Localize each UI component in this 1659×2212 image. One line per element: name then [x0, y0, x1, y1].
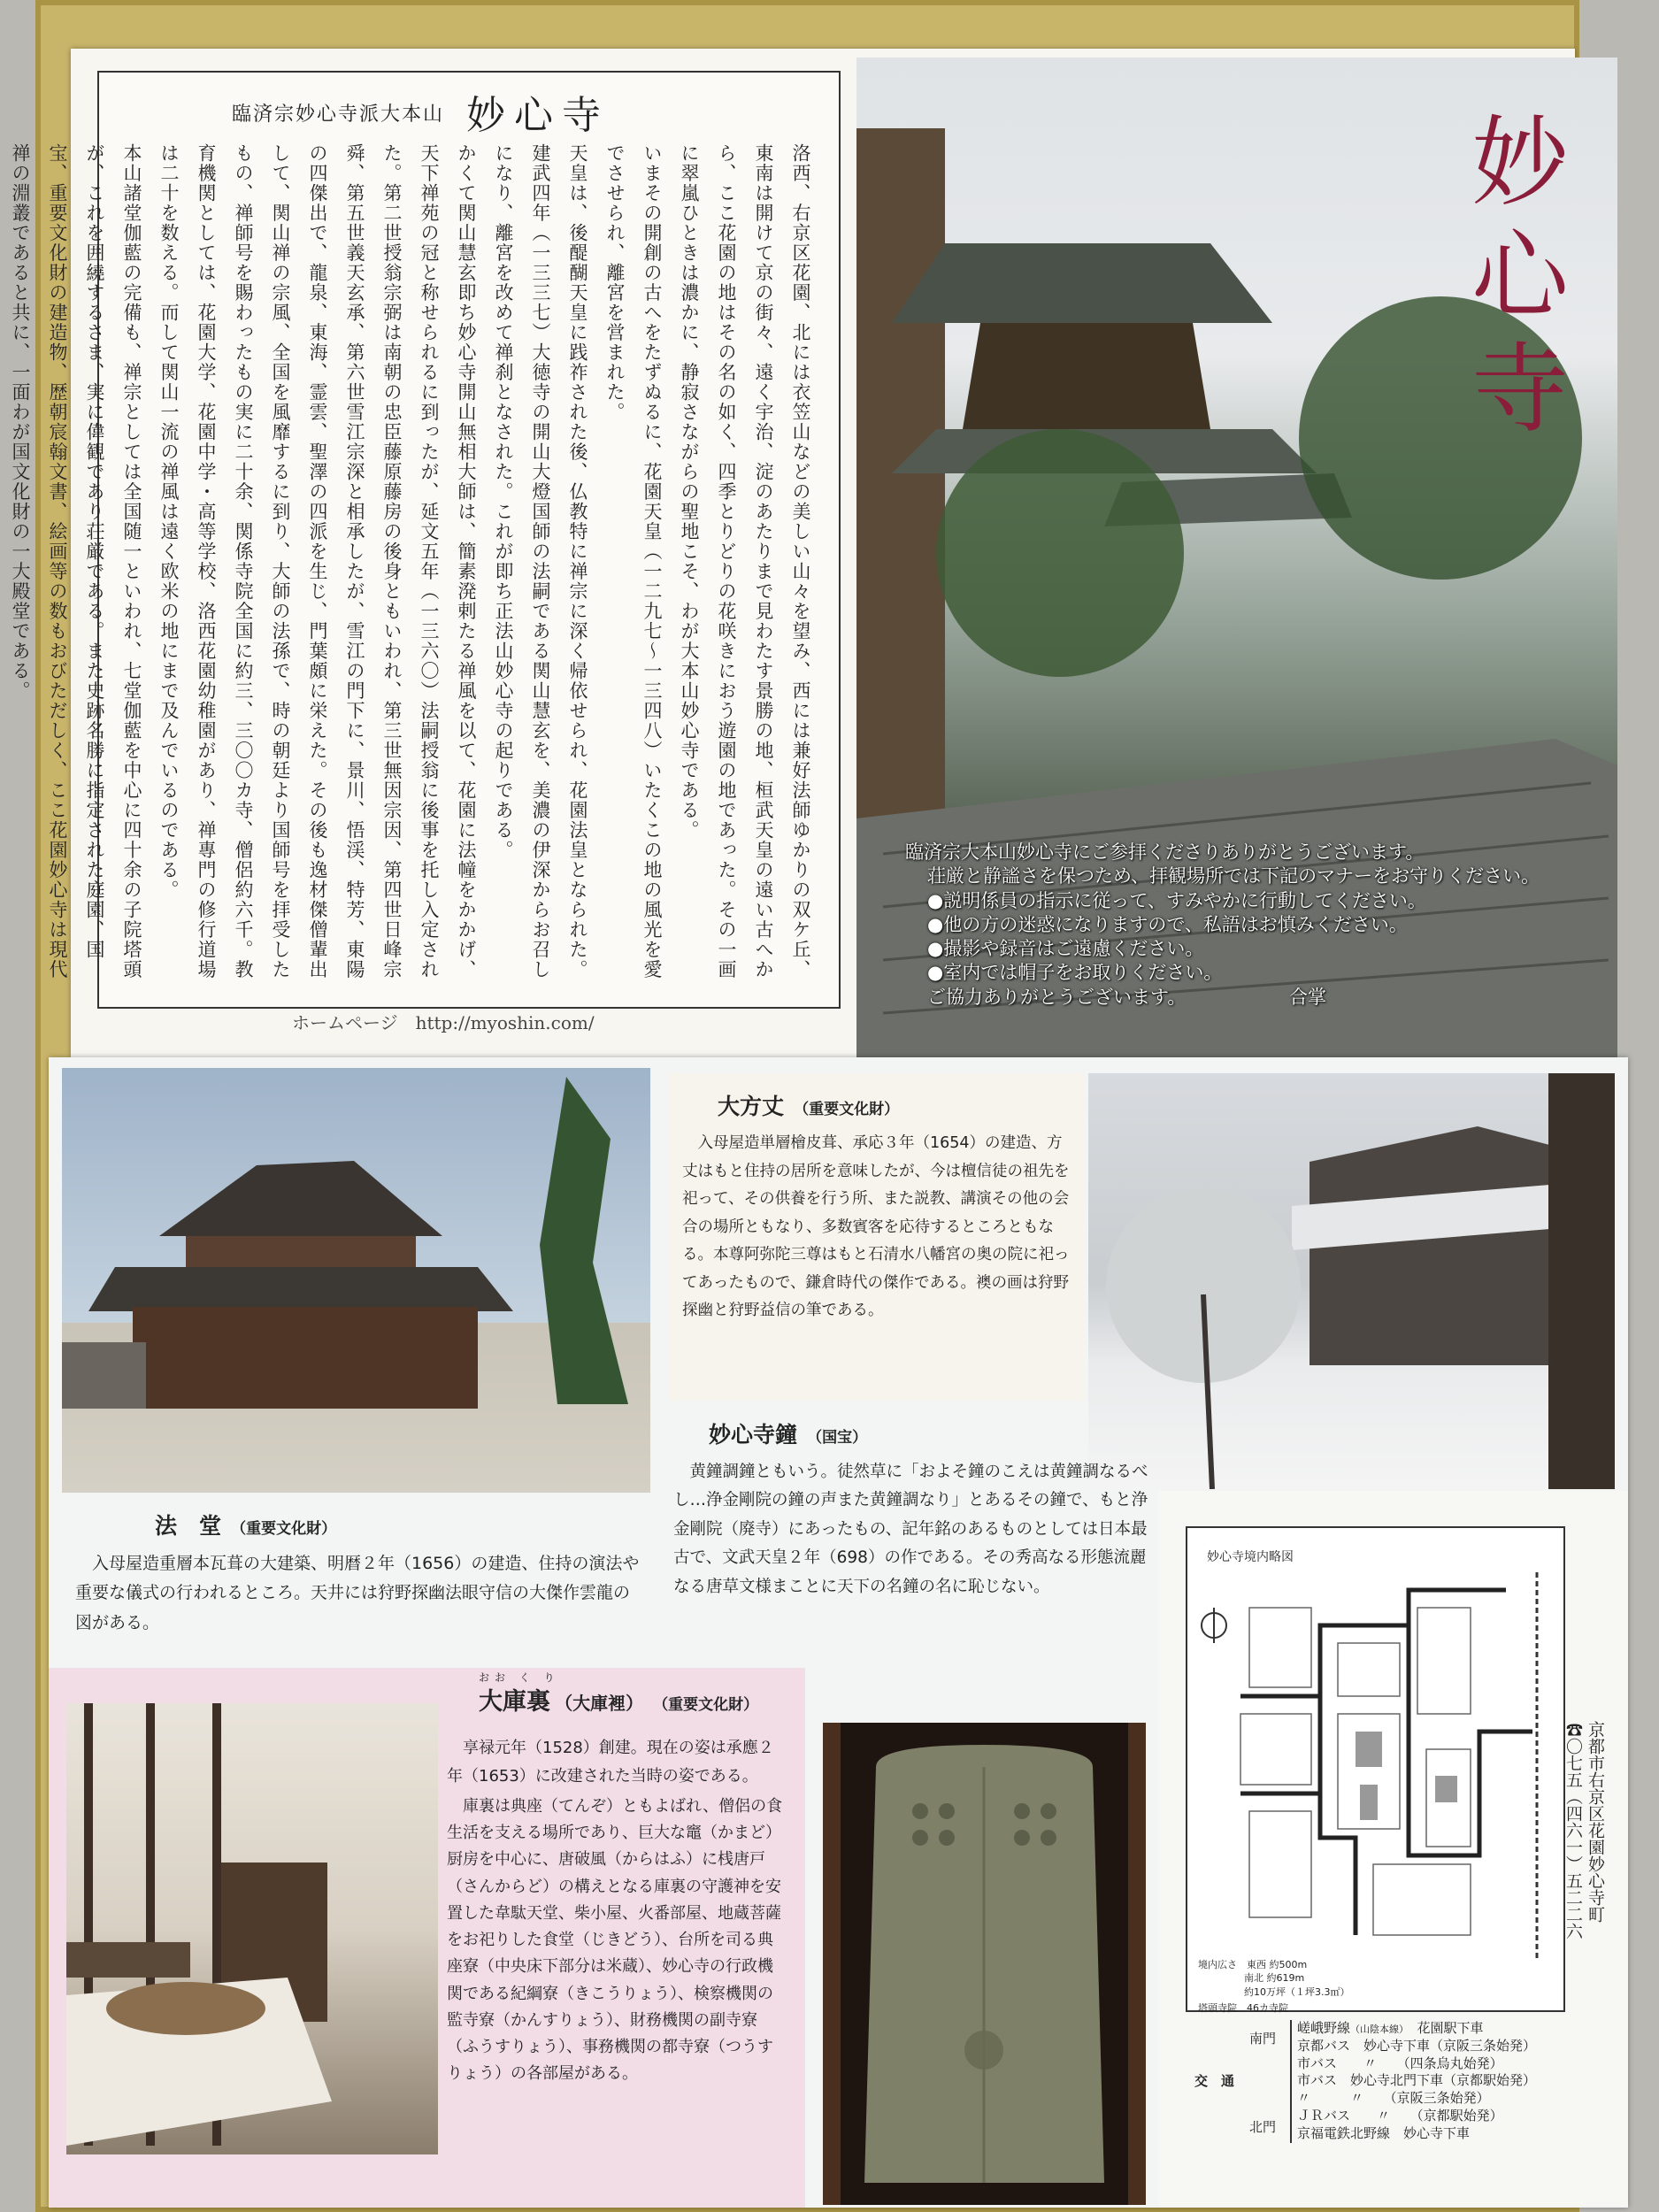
access-south-label: 南門	[1249, 2031, 1277, 2047]
hatto-body: 入母屋造重層本瓦葺の大建築、明暦２年（1656）の建造、住持の演法や重要な儀式の行われるところ。天井には狩野探幽法眼守信の大傑作雲龍の図がある。	[75, 1554, 640, 1632]
bell-section	[659, 1407, 1172, 1612]
map-subtemples: 塔頭寺院 46カ寺院	[1198, 2002, 1288, 2014]
notice-line: ●撮影や録音はご遠慮ください。	[927, 938, 1204, 960]
upper-leaflet	[10, 49, 1575, 1057]
access-row	[1297, 2125, 1607, 2143]
access-row	[1297, 2108, 1607, 2125]
ohojo-tag: （重要文化財）	[794, 1101, 900, 1118]
kuri-heading	[479, 1682, 758, 1717]
access-line: 市バス	[1297, 2072, 1338, 2089]
access-line: 京都バス	[1297, 2037, 1351, 2054]
access-line: 市バス	[1297, 2055, 1338, 2071]
access-row	[1297, 2055, 1607, 2073]
kuri-photo	[66, 1703, 438, 2154]
hatto-photo	[62, 1068, 650, 1493]
lower-leaflet	[49, 1057, 1628, 2208]
bell-photo-drawing	[823, 1723, 1146, 2205]
map-area-line: 南北 約619m	[1244, 1972, 1305, 1985]
notice-line: ●他の方の迷惑になりますので、私語はお慎みください。	[927, 913, 1408, 935]
access-origin: （京都駅始発）	[1443, 2072, 1537, 2089]
access-stop: 〃	[1350, 2090, 1364, 2107]
map-box	[1186, 1526, 1565, 2012]
ohojo-section	[668, 1073, 1084, 1401]
notice-signoff: 合掌	[1289, 986, 1327, 1008]
bell-tag: （国宝）	[807, 1429, 868, 1447]
access-origin: （四条烏丸始発）	[1403, 2055, 1503, 2071]
access-origin: （京都駅始発）	[1417, 2107, 1503, 2124]
bell-photo	[823, 1723, 1146, 2205]
access-label: 交 通	[1194, 2073, 1235, 2089]
history-paragraph: かくて関山慧玄即ち妙心寺開山無相大師は、簡素溌剌たる禅風を以て、花園に法幢をかかげ、天下禅苑の冠と称せられるに到ったが、延文五年（一三六〇）法嗣授翁に後事を托し入定された。第二世授翁宗弼は南朝の忠臣藤原藤房の後身ともいわれ、第三世無因宗因、第四世日峰宗舜、第五世義天玄承、第六世雪江宗深と相承したが、雪江の門下に、景川、悟渓、特芳、東陽の四傑出で、龍泉、東海、霊雲、聖澤の四派を生じ、門葉頗に栄えた。その後も逸材傑僧輩出して、関山禅の宗風、全国を風靡するに到り、大師の法孫で、時の朝廷より国師号を拝受したもの、禅師号を賜わったもの実に二十余、関係寺院全国に約三、三〇〇カ寺、僧侶約六千。教育機関としては、花園大学、花園中学・高等学校、洛西花園幼稚園があり、禅專門の修行道場は二十を数える。而して関山一流の禅風は遠く欧米の地にまで及んでいるのである。	[158, 143, 477, 979]
access-stop: 〃	[1377, 2107, 1391, 2124]
kuri-body-2: 庫裏は典座（てんぞ）ともよばれ、僧侶の食生活を支える場所であり、巨大な竈（かまど）厨房を中心に、唐破風（からはふ）に桟唐戸（さんからど）の構えとなる庫裏の守護神を安置した韋駄天堂、柴小屋、火番部屋、地蔵菩薩をお祀りした食堂（じきどう）、台所を司る典座寮（中央床下部分は米蔵）、妙心寺の行政機関である紀綱寮（きこうりょう）、検察機関の監寺寮（かんすりょう）、財務機関の副寺寮（ふうすりょう）、事務機関の都寺寮（つうすりょう）の各部屋がある。	[447, 1797, 783, 2084]
access-row	[1297, 2020, 1607, 2038]
temple-phone: ☎〇七五（四六一）五二二六	[1563, 1721, 1583, 1939]
access-origin: （京阪三条始発）	[1390, 2090, 1490, 2107]
access-row	[1297, 2072, 1607, 2090]
kuri-title: 大庫裏	[479, 1688, 550, 1716]
map-area-info	[1198, 1958, 1350, 1999]
subtitle: 臨済宗妙心寺派大本山	[232, 104, 445, 126]
map-title: 妙心寺境内略図	[1207, 1550, 1294, 1564]
history-paragraph: 本山諸堂伽藍の完備も、禅宗としては全国随一といわれ、七堂伽藍を中心に四十余の子院塔頭が、これを囲繞するさま、実に偉観であり荘厳である。また史跡名勝に指定された庭園、国宝、重要文化財の建造物、歴朝宸翰文書、絵画等の数もおびただしく、ここ花園妙心寺は現代禅の淵叢であると共に、一面わが国文化財の一大殿堂である。	[10, 143, 142, 979]
bell-body: 黄鐘調鐘ともいう。徒然草に「およそ鐘のこえは黄鐘調なるべし…浄金剛院の鐘の声また黄鐘調なり」とあるその鐘で、もと浄金剛院（廃寺）にあったもの、記年銘のあるものとしては日本最古で、文武天皇２年（698）の作である。その秀高なる形態流麗なる唐草文様まことに天下の名鐘の名に恥じない。	[673, 1463, 1148, 1596]
hatto-title: 法 堂	[155, 1513, 222, 1539]
kuri-tag: （重要文化財）	[653, 1696, 759, 1714]
history-paragraph: 天皇は、後醍醐天皇に践祚された後、仏教特に禅宗に深く帰依せられ、花園法皇となられた。建武四年（一三三七）大徳寺の開山大燈国師の法嗣である関山慧玄を、美濃の伊深からお召しになり、離宮を改めて禅刹となされた。これが即ち正法山妙心寺の起りである。	[493, 143, 588, 979]
access-line: 京福電鉄北野線	[1297, 2124, 1391, 2141]
access-line: 嵯峨野線	[1297, 2020, 1351, 2036]
kuri-section	[49, 1668, 805, 2208]
ohojo-title: 大方丈	[718, 1094, 785, 1119]
kuri-ruby: おお く り	[479, 1671, 560, 1684]
access-stop: 妙心寺北門下車	[1350, 2072, 1444, 2089]
notice-footer	[905, 986, 1578, 1010]
hatto-section	[75, 1509, 641, 1638]
map-area-line: 約10万坪（１坪3.3㎡）	[1244, 1985, 1350, 1998]
access-stop: 妙心寺下車	[1363, 2037, 1431, 2054]
bell-title: 妙心寺鐘	[709, 1422, 798, 1448]
map-drawing	[1187, 1572, 1563, 1962]
history-body	[10, 143, 819, 993]
access-stop: 〃	[1363, 2055, 1378, 2071]
access-line: 〃	[1297, 2090, 1311, 2107]
hatto-tag: （重要文化財）	[231, 1520, 337, 1538]
access-row	[1297, 2090, 1607, 2108]
hatto-photo-drawing	[62, 1068, 650, 1493]
notice-thanks: ご協力ありがとうございます。	[927, 986, 1187, 1008]
photo-big-title: 妙心寺	[1455, 111, 1569, 450]
visitor-notice	[905, 841, 1578, 1010]
notice-line: 臨済宗大本山妙心寺にご参拝くださりありがとうございます。	[905, 841, 1425, 863]
history-paragraph: 洛西、右京区花園、北には衣笠山などの美しい山々を望み、西には兼好法師ゆかりの双ケ丘、東南は開けて京の街々、遠く宇治、淀のあたりまで見わたす景勝の地、桓武天皇の遠い古へから、ここ花園の地はその名の如く、四季とりどりの花咲きにおう遊園の地であった。その一画に翠嵐ひときは濃かに、静寂さながらの聖地こそ、わが大本山妙心寺である。	[679, 143, 811, 979]
map-panel	[1159, 1491, 1628, 2206]
kuri-title-alt: （大庫裡）	[555, 1693, 644, 1714]
temple-photo	[856, 58, 1617, 1057]
kuri-photo-drawing	[66, 1703, 438, 2154]
access-stop: 花園駅下車	[1417, 2020, 1484, 2036]
access-note: （山陰本線）	[1350, 2024, 1404, 2035]
homepage-url: ホームページ http://myoshin.com/	[292, 1012, 595, 1033]
notice-line: ●室内では帽子をお取りください。	[927, 962, 1223, 984]
kuri-body: 享禄元年（1528）創建。現在の姿は承應２年（1653）に改建された当時の姿である。	[447, 1739, 774, 1786]
temple-address: 京都市右京区花園妙心寺町	[1586, 1721, 1605, 1923]
map-area-line: 境内広さ 東西 約500m	[1198, 1959, 1308, 1970]
ohojo-body: 入母屋造単層檜皮葺、承応３年（1654）の建造、方丈はもと住持の居所を意味したが、今は檀信徒の祖先を祀って、その供養を行う所、また説教、講演その他の会合の場所ともなり、多数賓客を応待するところともなる。本尊阿弥陀三尊はもと石清水八幡宮の奥の院に祀ってあったもので、鎌倉時代の傑作である。襖の画は狩野探幽と狩野益信の筆である。	[682, 1134, 1070, 1319]
notice-line: 荘厳と静謐さを保つため、拝観場所では下記のマナーをお守りください。	[927, 865, 1540, 887]
history-paragraph: いまその開創の古へをたずぬるに、花園天皇（一二九七〜一三四八）いたくこの地の風光を愛でさせられ、離宮を営まれた。	[604, 143, 663, 979]
access-stop: 妙心寺下車	[1403, 2124, 1471, 2141]
notice-line: ●説明係員の指示に従って、すみやかに行動してください。	[927, 889, 1426, 911]
history-text-panel	[10, 71, 841, 1009]
access-rows	[1290, 2020, 1607, 2143]
page-title: 妙心寺	[466, 93, 610, 138]
access-origin: （京阪三条始発）	[1430, 2037, 1537, 2054]
access-row	[1297, 2038, 1607, 2055]
access-north-label: 北門	[1249, 2119, 1277, 2135]
access-line: ＪＲバス	[1297, 2107, 1351, 2124]
